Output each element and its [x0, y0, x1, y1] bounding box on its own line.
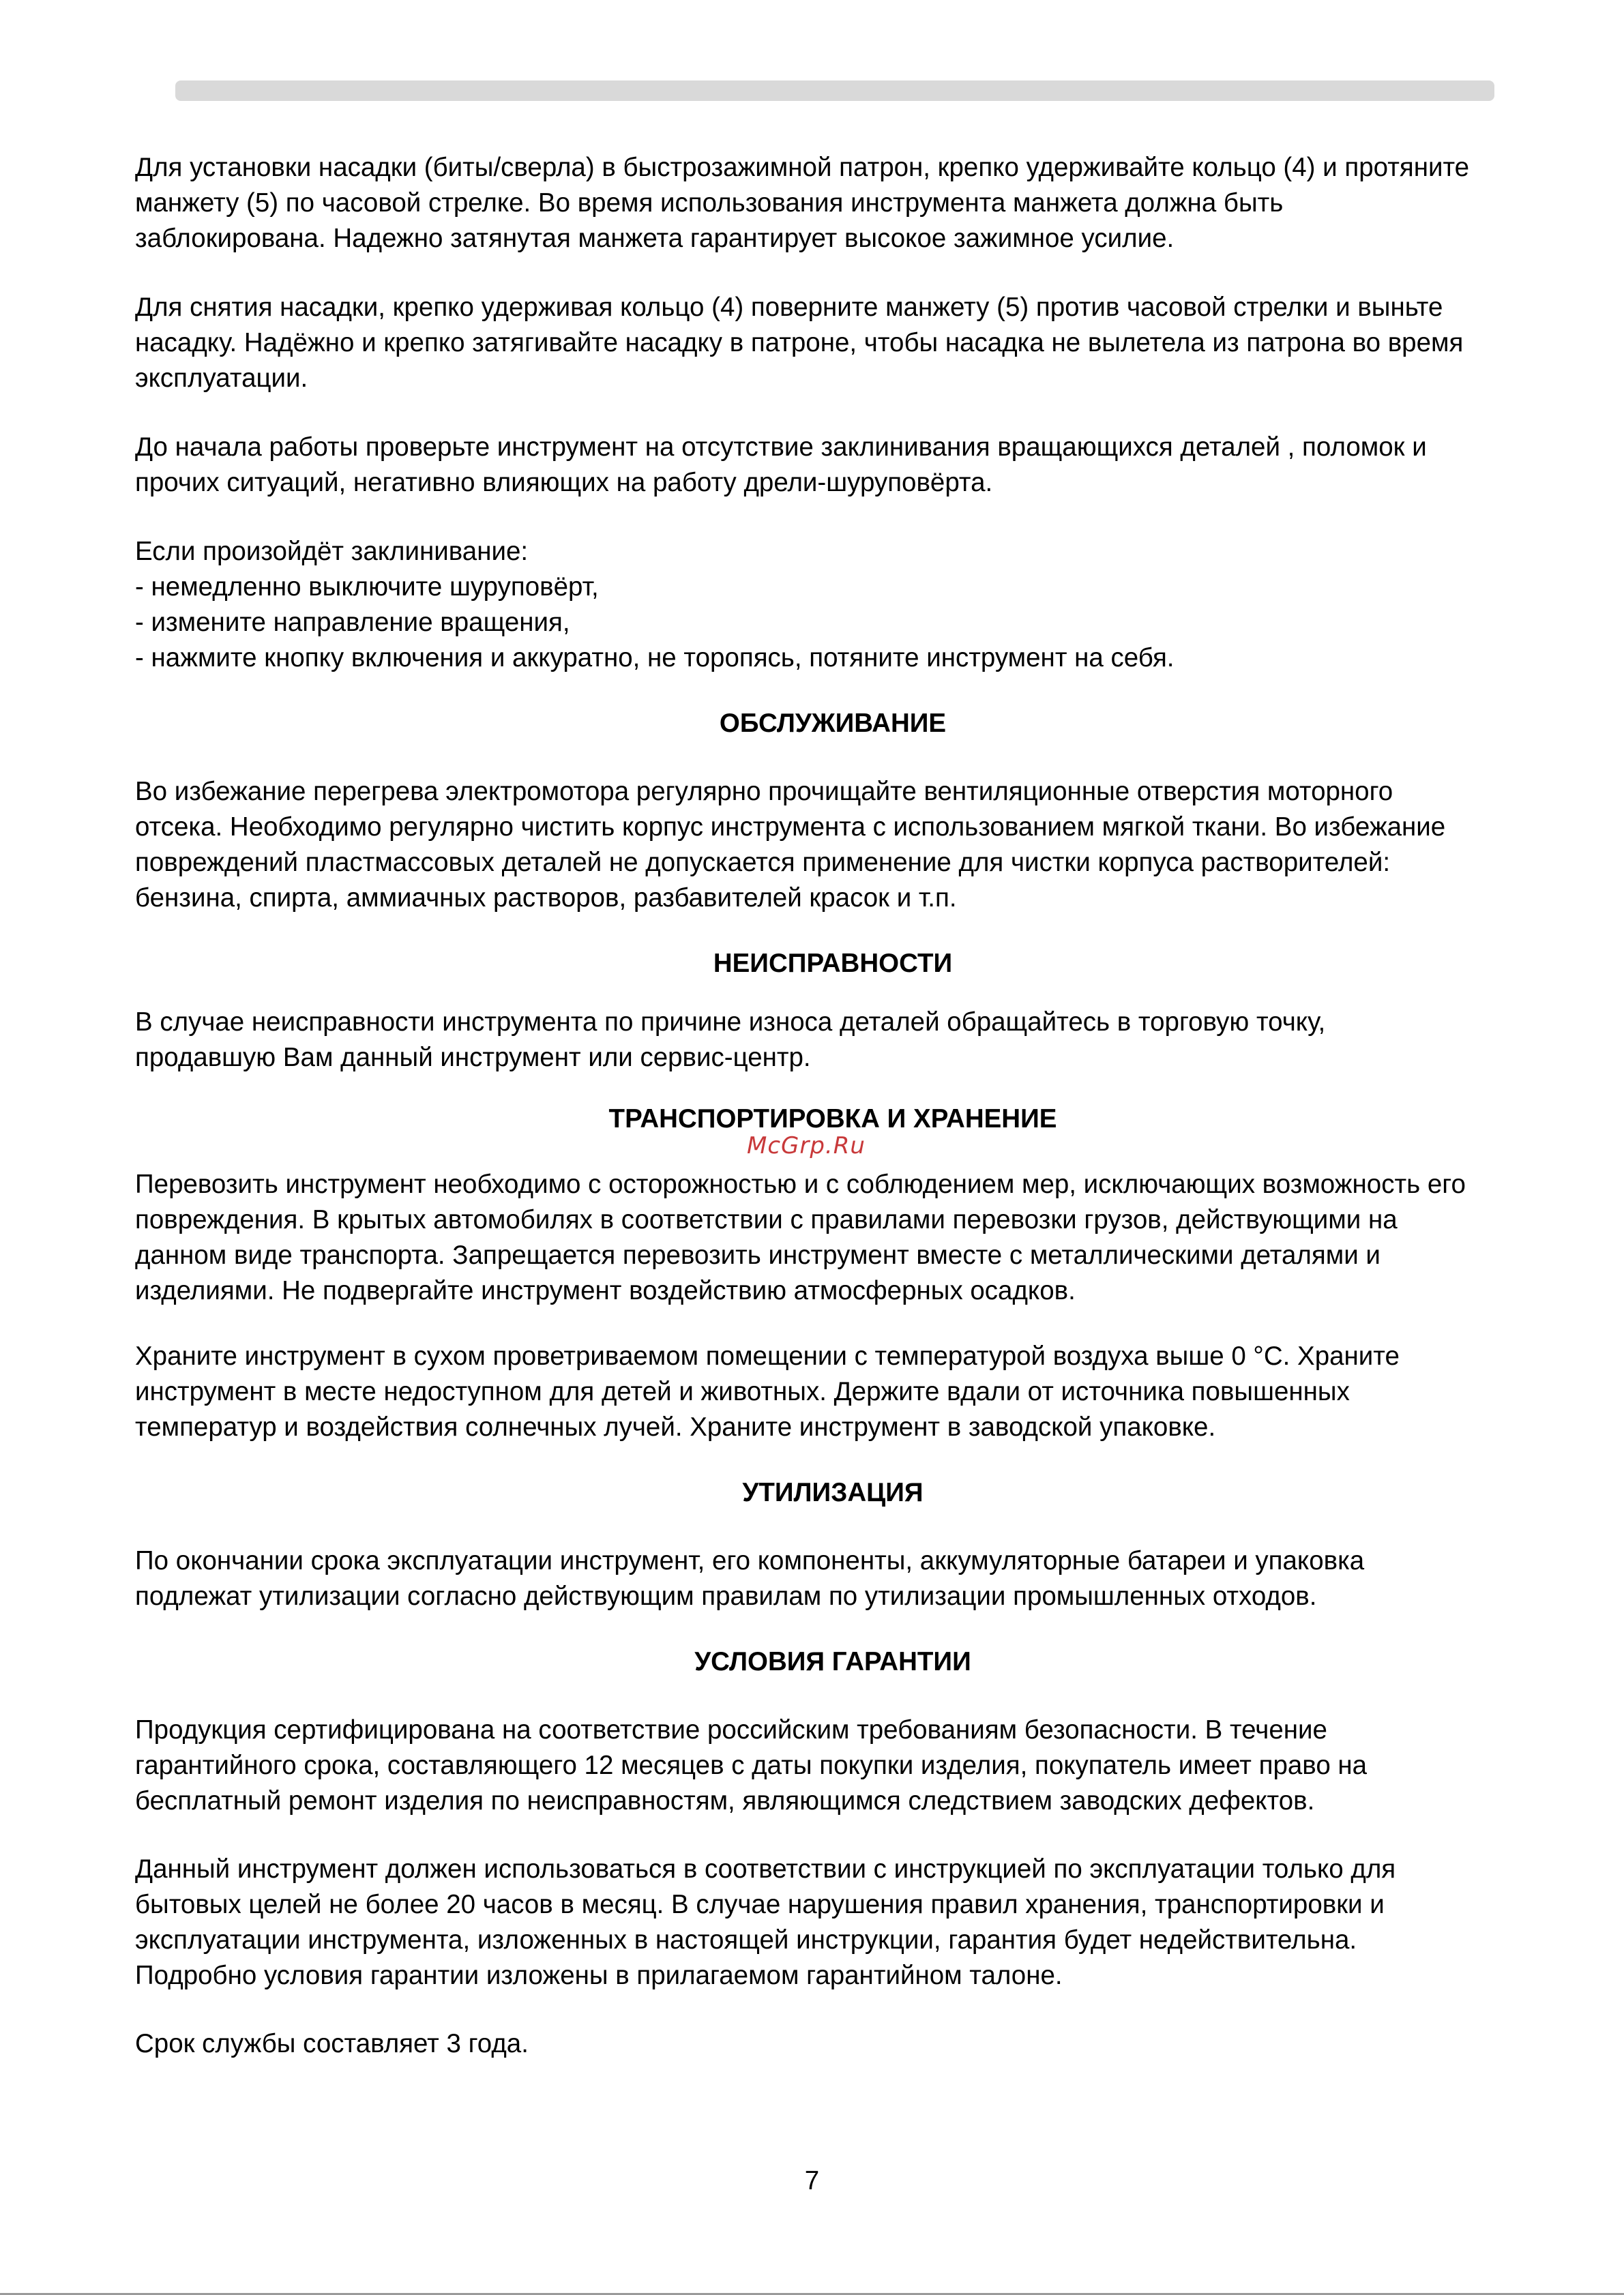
storage-paragraph: Храните инструмент в сухом проветриваемом помещении с температурой воздуха выше 0 °С. Храните инструмент в месте недоступном для детей и животных. Держите вдали от источника повышенных температур и воздействия солнечных лучей. Храните инструмент в заводской упаковке.	[135, 1342, 1400, 1442]
header-bar	[175, 80, 1494, 101]
document-body	[135, 150, 1533, 2095]
transport-heading: ТРАНСПОРТИРОВКА И ХРАНЕНИЕ	[608, 1104, 1057, 1134]
check-paragraph: До начала работы проверьте инструмент на отсутствие заклинивания вращающихся деталей , поломок и прочих ситуаций, негативно влияющих на работу дрели-шуруповёрта.	[135, 432, 1427, 497]
watermark-text: McGrp.Ru	[747, 1132, 866, 1159]
transport-paragraph: Перевозить инструмент необходимо с осторожностью и с соблюдением мер, исключающих возможность его повреждения. В крытых автомобилях в соответствии с правилами перевозки грузов, действующими на данном виде транспорта. Запрещается перевозить инструмент вместе с металлическими деталями и изделиями. Не подвергайте инструмент воздействию атмосферных осадков.	[135, 1170, 1466, 1305]
remove-paragraph: Для снятия насадки, крепко удерживая кольцо (4) поверните манжету (5) против часовой стрелки и выньте насадку. Надёжно и крепко затягивайте насадку в патроне, чтобы насадка не вылетела из патрона во время эксплуатации.	[135, 293, 1464, 393]
install-paragraph: Для установки насадки (биты/сверла) в быстрозажимной патрон, крепко удерживайте кольцо (4) и протяните манжету (5) по часовой стрелке. Во время использования инструмента манжета должна быть заблокирована. Надежно затянутая манжета гарантирует высокое зажимное усилие.	[135, 153, 1470, 253]
disposal-paragraph: По окончании срока эксплуатации инструмент, его компоненты, аккумуляторные батареи и упаковка подлежат утилизации согласно действующим правилам по утилизации промышленных отходов.	[135, 1546, 1365, 1611]
maintenance-heading: ОБСЛУЖИВАНИЕ	[719, 709, 947, 738]
faults-paragraph: В случае неисправности инструмента по причине износа деталей обращайтесь в торговую точку, продавшую Вам данный инструмент или сервис-центр.	[135, 1007, 1326, 1072]
jam-paragraph: Если произойдёт заклинивание: - немедленно выключите шуруповёрт, - измените направление вращения, - нажмите кнопку включения и аккуратно, не торопясь, потяните инструмент на себя.	[135, 537, 1175, 672]
faults-heading: НЕИСПРАВНОСТИ	[713, 949, 953, 978]
page-number: 7	[804, 2166, 820, 2195]
warranty-paragraph-1: Продукция сертифицирована на соответствие российским требованиям безопасности. В течение гарантийного срока, составляющего 12 месяцев с даты покупки изделия, покупатель имеет право на бесплатный ремонт изделия по неисправностям, являющимся следствием заводских дефектов.	[135, 1715, 1368, 1816]
maintenance-paragraph: Во избежание перегрева электромотора регулярно прочищайте вентиляционные отверстия моторного отсека. Необходимо регулярно чистить корпус инструмента с использованием мягкой ткани. Во избежание повреждений пластмассовых деталей не допускается применение для чистки корпуса растворителей: бензина, спирта, аммиачных растворов, разбавителей красок и т.п.	[135, 777, 1446, 913]
warranty-paragraph-2: Данный инструмент должен использоваться в соответствии с инструкцией по эксплуатации только для бытовых целей не более 20 часов в месяц. В случае нарушения правил хранения, транспортировки и эксплуатации инструмента, изложенных в настоящей инструкции, гарантия будет недействительна. Подробно условия гарантии изложены в прилагаемом гарантийном талоне.	[135, 1854, 1396, 1990]
disposal-heading: УТИЛИЗАЦИЯ	[742, 1478, 924, 1507]
warranty-heading: УСЛОВИЯ ГАРАНТИИ	[694, 1647, 971, 1676]
service-life-paragraph: Срок службы составляет 3 года.	[135, 2029, 529, 2058]
